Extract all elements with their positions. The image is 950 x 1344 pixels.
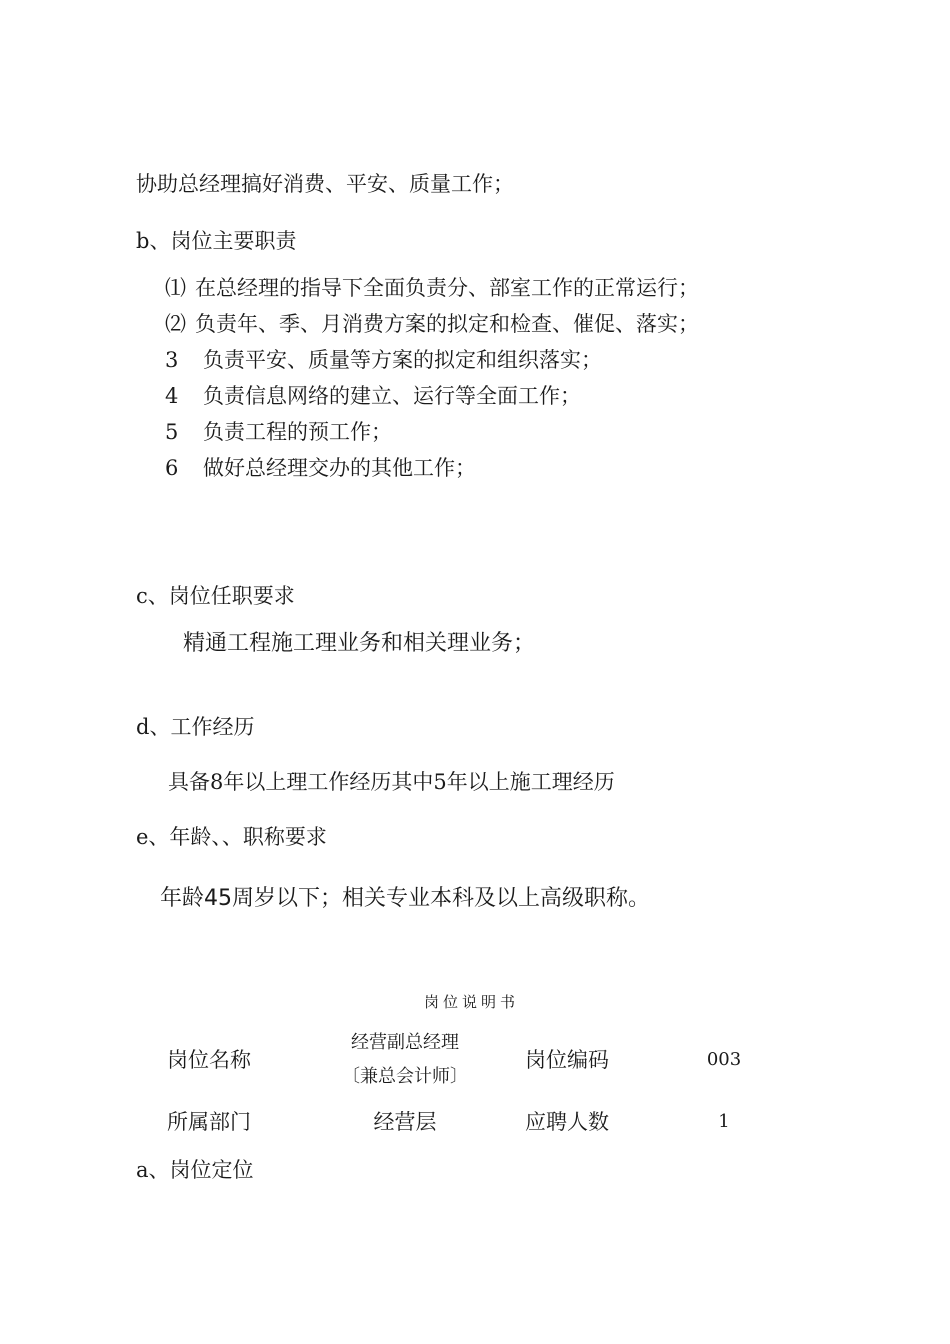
- section-c-heading: c、岗位任职要求: [136, 584, 295, 608]
- duty-item-number: 3: [165, 348, 179, 372]
- section-e-body: 年龄45周岁以下；相关专业本科及以上高级职称。: [160, 886, 650, 911]
- duty-item: [165, 310, 699, 338]
- duty-item: [165, 274, 699, 302]
- duty-item-text: 负责年、季、月消费方案的拟定和检查、催促、落实；: [195, 312, 699, 336]
- section-d-heading: d、工作经历: [136, 715, 255, 739]
- duty-item-text: 负责工程的预工作；: [203, 420, 392, 444]
- job-code-label: 岗位编码: [525, 1048, 609, 1072]
- duty-item-number: ⑵: [165, 312, 186, 336]
- duty-item-number: 4: [165, 384, 179, 408]
- job-code-value: 003: [706, 1049, 742, 1070]
- duty-item-number: 5: [165, 420, 179, 444]
- duty-item: [165, 346, 602, 374]
- duty-item: [165, 418, 392, 446]
- headcount-label: 应聘人数: [525, 1110, 609, 1134]
- department-label: 所属部门: [167, 1110, 251, 1134]
- duty-item-text: 在总经理的指导下全面负责分、部室工作的正常运行；: [195, 276, 699, 300]
- department-value: 经营层: [373, 1110, 437, 1134]
- section-a-heading: a、岗位定位: [136, 1158, 254, 1182]
- duty-item-number: ⑴: [165, 276, 186, 300]
- job-spec-title: 岗位说明书: [424, 993, 520, 1011]
- section-b-heading: b、岗位主要职责: [136, 229, 297, 253]
- job-title-value-line2: 〔兼总会计师〕: [342, 1066, 468, 1087]
- duty-item-number: 6: [165, 456, 179, 480]
- duty-item: [165, 454, 476, 482]
- intro-line: 协助总经理搞好消费、平安、质量工作；: [136, 172, 514, 196]
- duty-item-text: 负责平安、质量等方案的拟定和组织落实；: [203, 348, 602, 372]
- job-title-label: 岗位名称: [167, 1048, 251, 1072]
- job-title-value-line1: 经营副总经理: [351, 1032, 459, 1053]
- section-e-heading: e、年龄、、职称要求: [136, 825, 327, 849]
- duty-item-text: 做好总经理交办的其他工作；: [203, 456, 476, 480]
- section-c-body: 精通工程施工理业务和相关理业务；: [183, 631, 536, 656]
- section-d-body: 具备8年以上理工作经历其中5年以上施工理经历: [168, 770, 615, 794]
- duty-item-text: 负责信息网络的建立、运行等全面工作；: [203, 384, 581, 408]
- duty-item: [165, 382, 581, 410]
- headcount-value: 1: [718, 1111, 730, 1132]
